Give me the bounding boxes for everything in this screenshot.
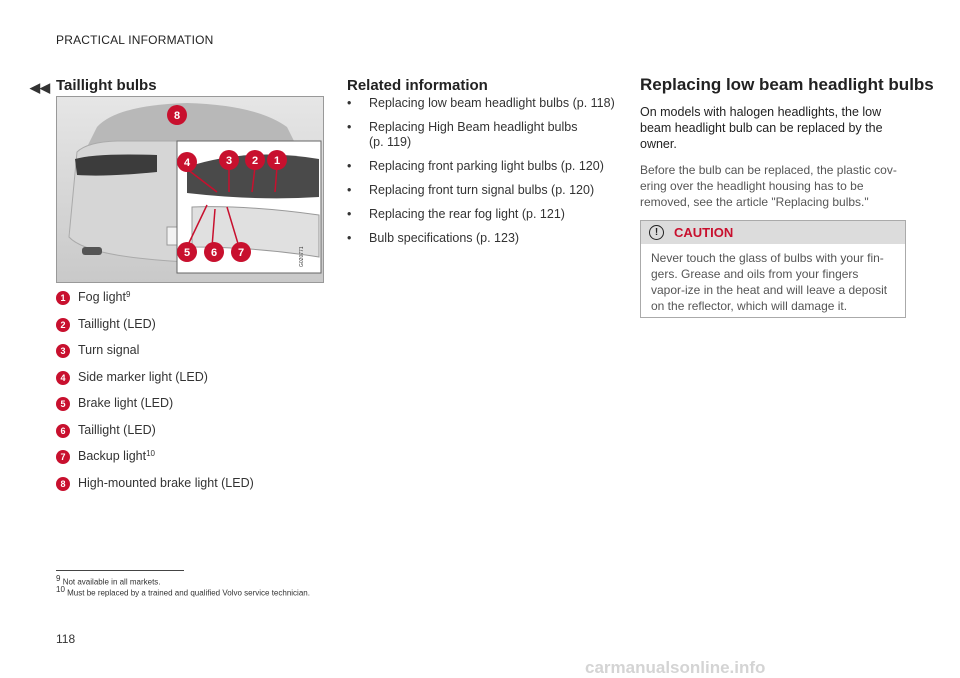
taillight-title: Taillight bulbs <box>56 77 157 94</box>
svg-text:2: 2 <box>251 155 259 167</box>
legend-item: 3 Turn signal <box>56 343 326 370</box>
caution-title: CAUTION <box>674 225 734 240</box>
caution-text: Never touch the glass of bulbs with your fin-gers. Grease and oils from your fingers vapor-ize in the heat and will leave a deposit on the reflector, which will damage it. <box>651 251 888 313</box>
legend-item: 5 Brake light (LED) <box>56 396 326 423</box>
caution-header <box>641 221 905 244</box>
lowbeam-intro: On models with halogen headlights, the low beam headlight bulb can be replaced by the owner. <box>640 105 883 151</box>
legend-item: 8 High-mounted brake light (LED) <box>56 476 326 503</box>
car-rear-illustration <box>57 97 323 282</box>
list-item[interactable]: • Replacing low beam headlight bulbs (p. 118) <box>347 96 615 110</box>
svg-text:5: 5 <box>183 247 191 259</box>
lowbeam-title: Replacing low beam headlight bulbs <box>640 75 934 94</box>
footnote: $^9$ Not available in all markets. <box>56 574 161 587</box>
legend-item: 4 Side marker light (LED) <box>56 370 326 397</box>
svg-text:4: 4 <box>183 157 191 169</box>
watermark: carmanualsonline.info <box>585 658 766 677</box>
exhaust-left <box>82 247 102 255</box>
svg-text:7: 7 <box>237 247 245 259</box>
taillight-figure <box>56 96 324 283</box>
list-item[interactable]: • Replacing front parking light bulbs (p. 120) <box>347 159 604 173</box>
svg-text:6: 6 <box>210 247 218 259</box>
list-item[interactable]: • Replacing the rear fog light (p. 121) <box>347 207 565 221</box>
footnote-divider <box>56 570 184 571</box>
related-title: Related information <box>347 77 488 94</box>
taillight-legend <box>56 290 326 502</box>
list-item[interactable]: • Bulb specifications (p. 123) <box>347 231 520 245</box>
back-nav-icon[interactable]: ◀◀ <box>30 80 50 95</box>
left-taillight <box>75 155 157 176</box>
section-header: PRACTICAL INFORMATION <box>56 33 214 47</box>
legend-item: 6 Taillight (LED) <box>56 423 326 450</box>
legend-item: 7 Backup light $^{10}$ <box>56 449 326 476</box>
legend-item: 2 Taillight (LED) <box>56 317 326 344</box>
lowbeam-body: Before the bulb can be replaced, the plastic cov-ering over the headlight housing has to be removed, see the article "Replacing bulbs." <box>640 163 897 209</box>
svg-text:3: 3 <box>225 155 233 167</box>
list-item[interactable]: • Replacing front turn signal bulbs (p. 120) <box>347 183 595 197</box>
svg-text:8: 8 <box>173 110 181 122</box>
caution-box <box>640 220 906 318</box>
related-list <box>347 96 617 255</box>
warning-icon: ! <box>649 225 664 240</box>
svg-text:G020771: G020771 <box>299 246 305 267</box>
svg-text:1: 1 <box>273 155 281 167</box>
footnote: $^{10}$ Must be replaced by a trained and qualified Volvo service technician. <box>56 585 310 598</box>
legend-item: 1 Fog light $^9$ <box>56 290 326 317</box>
page-number: 118 <box>56 632 76 646</box>
list-item[interactable]: • Replacing High Beam headlight bulbs (p. 119) <box>347 120 578 149</box>
